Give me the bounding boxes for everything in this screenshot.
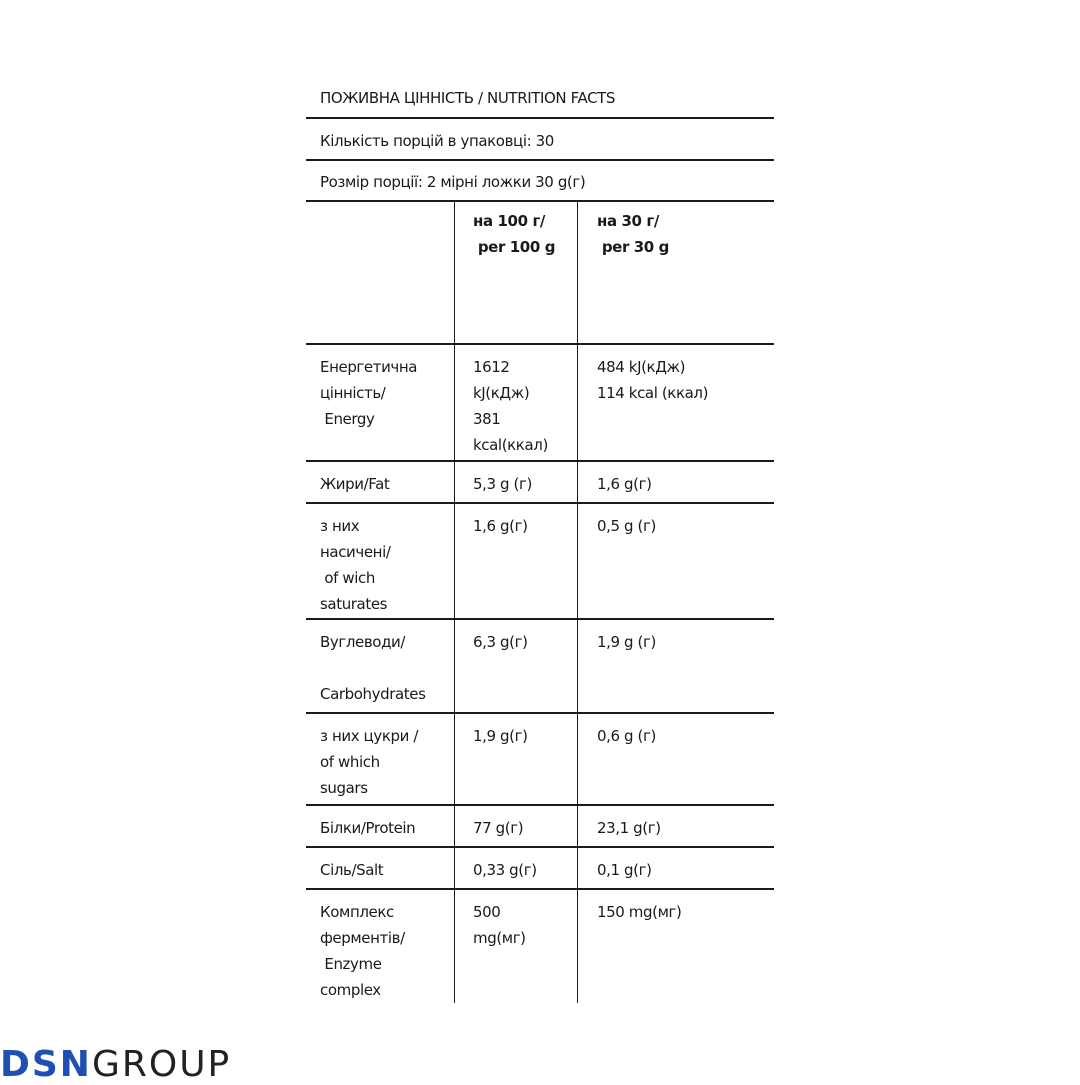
value-per-30g: 0,5 g (г) xyxy=(577,504,774,618)
nutrient-name: з них насичені/ of wich saturates xyxy=(320,517,391,613)
value-per-30g: 0,6 g (г) xyxy=(577,714,774,804)
nutrition-facts-table xyxy=(306,78,774,1003)
nutrient-name: Білки/Protein xyxy=(320,819,416,837)
value-per-30g: 1,6 g(г) xyxy=(577,462,774,502)
value-per-100g: 1,9 g(г) xyxy=(454,714,577,804)
header-row xyxy=(306,202,774,345)
table-row-energy xyxy=(306,345,774,462)
nutrient-name: з них цукри / of which sugars xyxy=(320,727,418,797)
value-per-100g: 500 mg(мг) xyxy=(454,890,577,1003)
table-row-fat xyxy=(306,462,774,504)
value-per-30g: 1,9 g (г) xyxy=(577,620,774,712)
value-per-100g: 77 g(г) xyxy=(454,806,577,846)
nutrient-name: Вуглеводи/ Carbohydrates xyxy=(320,633,426,703)
value-per-30g: 23,1 g(г) xyxy=(577,806,774,846)
nutrient-name: Енергетична цінність/ Energy xyxy=(320,358,418,428)
nutrient-name: Жири/Fat xyxy=(320,475,390,493)
logo-dsn-text: DSN xyxy=(0,1044,92,1085)
logo-group-text: GROUP xyxy=(91,1044,232,1085)
header-per-30g: на 30 г/ per 30 g xyxy=(577,202,774,343)
header-cell-empty xyxy=(306,202,454,343)
value-per-100g: 6,3 g(г) xyxy=(454,620,577,712)
value-per-100g: 1612 kJ(кДж) 381 kcal(ккал) xyxy=(454,345,577,460)
header-per-100g: на 100 г/ per 100 g xyxy=(454,202,577,343)
value-per-30g: 150 mg(мг) xyxy=(577,890,774,1003)
table-row-salt xyxy=(306,848,774,890)
table-title: ПОЖИВНА ЦІННІСТЬ / NUTRITION FACTS xyxy=(306,78,774,119)
table-row-protein xyxy=(306,806,774,848)
nutrient-name: Комплекс ферментів/ Enzyme complex xyxy=(320,903,405,999)
table-row-carbohydrates xyxy=(306,620,774,714)
brand-logo xyxy=(0,1044,232,1085)
table-row-saturates xyxy=(306,504,774,620)
value-per-30g: 0,1 g(г) xyxy=(577,848,774,888)
value-per-100g: 1,6 g(г) xyxy=(454,504,577,618)
table-row-enzyme-complex xyxy=(306,890,774,1003)
value-per-100g: 0,33 g(г) xyxy=(454,848,577,888)
nutrient-name: Сіль/Salt xyxy=(320,861,384,879)
value-per-30g: 484 kJ(кДж) 114 kcal (ккал) xyxy=(577,345,774,460)
table-row-sugars xyxy=(306,714,774,806)
servings-per-package: Кількість порцій в упаковці: 30 xyxy=(306,119,774,161)
value-per-100g: 5,3 g (г) xyxy=(454,462,577,502)
serving-size: Розмір порції: 2 мірні ложки 30 g(г) xyxy=(306,161,774,202)
